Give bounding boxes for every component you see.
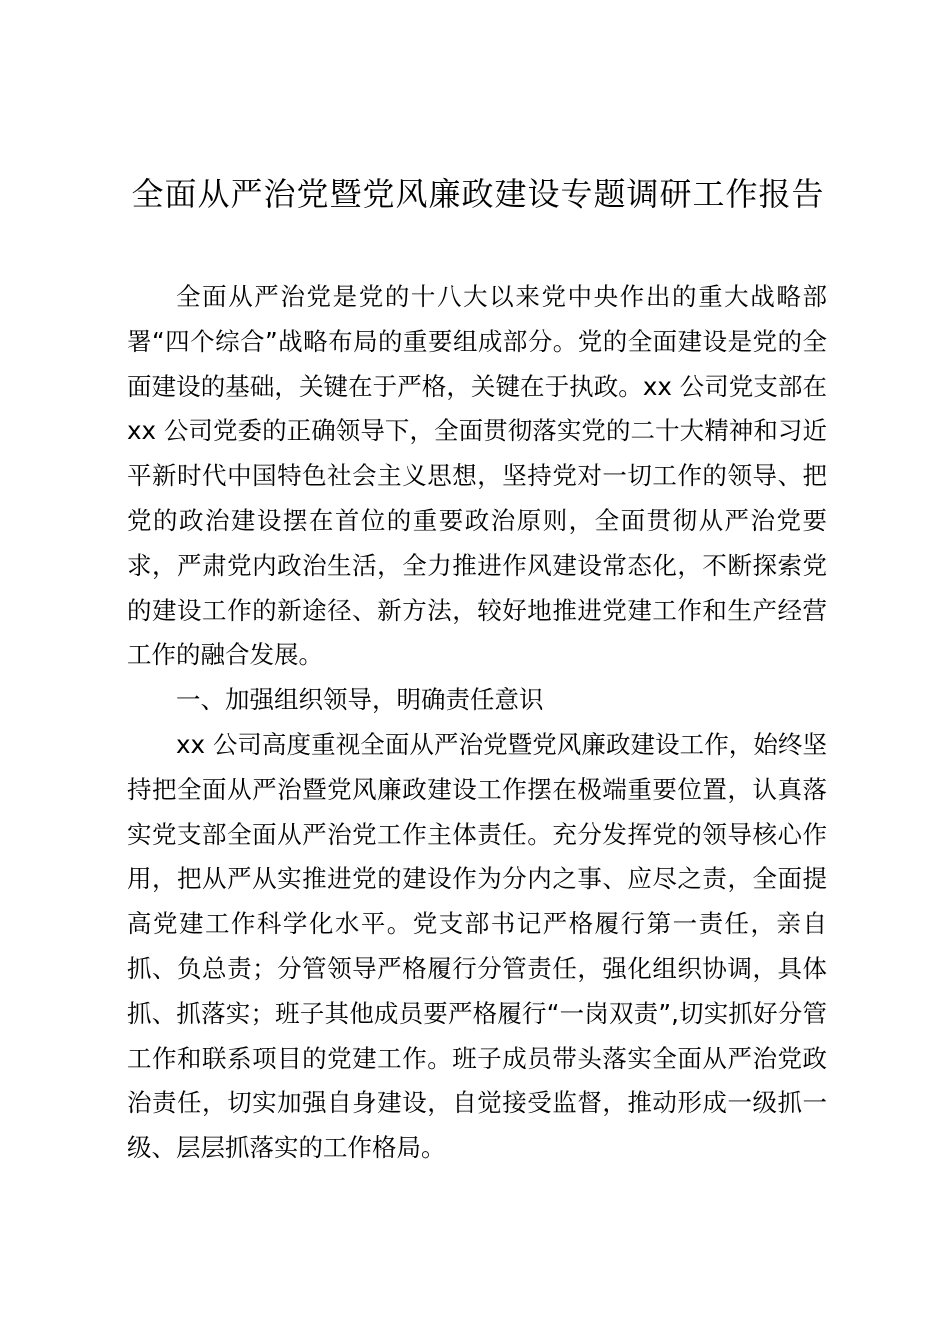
document-body	[127, 275, 827, 1171]
section-heading: 一、加强组织领导，明确责任意识	[176, 685, 544, 715]
document-title: 全面从严治党暨党风廉政建设专题调研工作报告	[131, 175, 825, 213]
section-paragraph: xx 公司高度重视全面从严治党暨党风廉政建设工作，始终坚持把全面从严治暨党风廉政建设工作摆在极端重要位置，认真落实党支部全面从严治党工作主体责任。充分发挥党的领导核心作用，把从严从实推进党的建设作为分内之事、应尽之责，全面提高党建工作科学化水平。党支部书记严格履行第一责任，亲自抓、负总责；分管领导严格履行分管责任，强化组织协调，具体抓、抓落实；班子其他成员要严格履行“一岗双责”,切实抓好分管工作和联系项目的党建工作。班子成员带头落实全面从严治党政治责任，切实加强自身建设，自觉接受监督，推动形成一级抓一级、层层抓落实的工作格局。	[127, 729, 827, 1163]
intro-paragraph: 全面从严治党是党的十八大以来党中央作出的重大战略部署“四个综合”战略布局的重要组成部分。党的全面建设是党的全面建设的基础，关键在于严格，关键在于执政。xx 公司党支部在 xx 公司党委的正确领导下，全面贯彻落实党的二十大精神和习近平新时代中国特色社会主义思想，坚持党对一切工作的领导、把党的政治建设摆在首位的重要政治原则，全面贯彻从严治党要求，严肃党内政治生活，全力推进作风建设常态化，不断探索党的建设工作的新途径、新方法，较好地推进党建工作和生产经营工作的融合发展。	[127, 282, 827, 670]
